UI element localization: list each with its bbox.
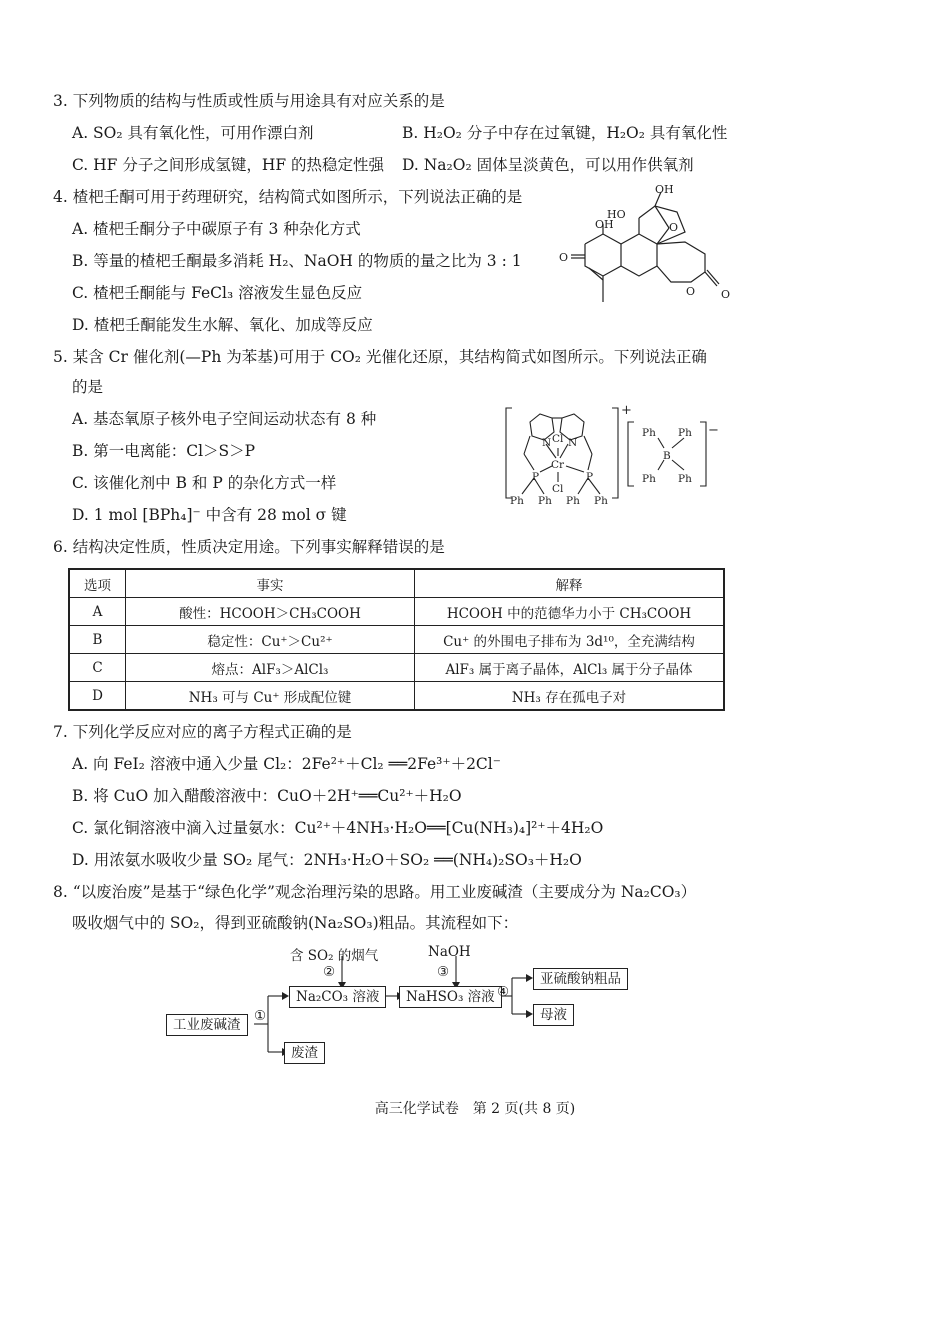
q5-label-b: B bbox=[663, 450, 671, 462]
table-cell: B bbox=[69, 626, 126, 654]
q5-option-c: C. 该催化剂中 B 和 P 的杂化方式一样 bbox=[72, 474, 337, 492]
q4-structure-figure bbox=[555, 182, 740, 327]
q5-label-p-right: P bbox=[586, 471, 594, 483]
table-row bbox=[69, 682, 724, 711]
table-cell: A bbox=[69, 598, 126, 626]
q5-label-ph-1: Ph bbox=[510, 495, 524, 507]
q8-stem-line2: 吸收烟气中的 SO₂，得到亚硫酸钠(Na₂SO₃)粗品。其流程如下： bbox=[72, 914, 519, 932]
q6-stem: 6. 结构决定性质，性质决定用途。下列事实解释错误的是 bbox=[53, 538, 445, 556]
q4-label-oh-left: OH bbox=[595, 218, 614, 231]
q3-stem: 3. 下列物质的结构与性质或性质与用途具有对应关系的是 bbox=[53, 92, 445, 110]
q5-label-n-right: N bbox=[568, 437, 578, 449]
table-cell: AlF₃ 属于离子晶体，AlCl₃ 属于分子晶体 bbox=[415, 654, 725, 682]
q8-stem-line1: 8. “以废治废”是基于“绿色化学”观念治理污染的思路。用工业废碱渣（主要成分为 Na₂CO₃） bbox=[53, 883, 697, 901]
q4-option-b: B. 等量的楂杷壬酮最多消耗 H₂、NaOH 的物质的量之比为 3 : 1 bbox=[72, 252, 522, 270]
table-cell: 稳定性：Cu⁺＞Cu²⁺ bbox=[126, 626, 415, 654]
table-cell: C bbox=[69, 654, 126, 682]
flow-box-product: 亚硫酸钠粗品 bbox=[533, 968, 628, 990]
q5-structure-labels bbox=[510, 403, 719, 507]
q4-label-oh-top: OH bbox=[655, 183, 674, 196]
q5-label-cl-top: Cl bbox=[552, 433, 564, 445]
q7-option-d: D. 用浓氨水吸收少量 SO₂ 尾气：2NH₃·H₂O＋SO₂ ══(NH₄)₂SO₃＋H₂O bbox=[72, 851, 582, 869]
q5-option-a: A. 基态氧原子核外电子空间运动状态有 8 种 bbox=[72, 410, 377, 428]
q5-option-d: D. 1 mol [BPh₄]⁻ 中含有 28 mol σ 键 bbox=[72, 506, 347, 524]
table-header: 解释 bbox=[415, 569, 725, 598]
q5-label-plus: + bbox=[621, 403, 632, 418]
flow-step4-label: ④ bbox=[497, 984, 510, 1000]
q4-label-o-ketone: O bbox=[559, 251, 569, 264]
q4-structure-labels bbox=[559, 183, 730, 301]
q4-label-ho: HO bbox=[607, 208, 626, 221]
table-cell: 熔点：AlF₃＞AlCl₃ bbox=[126, 654, 415, 682]
q5-option-b: B. 第一电离能：Cl＞S＞P bbox=[72, 442, 256, 460]
table-header: 选项 bbox=[69, 569, 126, 598]
q3-option-c: C. HF 分子之间形成氢键，HF 的热稳定性强 bbox=[72, 156, 385, 174]
flow-box-na2co3: Na₂CO₃ 溶液 bbox=[289, 986, 386, 1008]
table-cell: NH₃ 存在孤电子对 bbox=[415, 682, 725, 711]
q5-label-minus: − bbox=[708, 423, 719, 438]
table-row bbox=[69, 654, 724, 682]
q4-label-o-ether: O bbox=[669, 221, 679, 234]
q5-label-cl-bottom: Cl bbox=[552, 483, 564, 495]
q7-stem: 7. 下列化学反应对应的离子方程式正确的是 bbox=[53, 723, 352, 741]
q5-label-ph-a3: Ph bbox=[642, 473, 656, 485]
flow-box-nahso3: NaHSO₃ 溶液 bbox=[399, 986, 502, 1008]
q5-label-n-left: N bbox=[542, 437, 552, 449]
table-row bbox=[69, 598, 724, 626]
table-row bbox=[69, 626, 724, 654]
q5-label-cr: Cr bbox=[551, 459, 565, 471]
q5-label-p-left: P bbox=[532, 471, 540, 483]
table-header: 事实 bbox=[126, 569, 415, 598]
q4-option-d: D. 楂杷壬酮能发生水解、氧化、加成等反应 bbox=[72, 316, 373, 334]
q7-option-c: C. 氯化铜溶液中滴入过量氨水：Cu²⁺＋4NH₃·H₂O══[Cu(NH₃)₄]²⁺＋4H₂O bbox=[72, 819, 604, 837]
q3-option-b: B. H₂O₂ 分子中存在过氧键，H₂O₂ 具有氧化性 bbox=[402, 124, 728, 142]
q5-stem-line1: 5. 某含 Cr 催化剂(—Ph 为苯基)可用于 CO₂ 光催化还原，其结构简式如图所示。下列说法正确 bbox=[53, 348, 707, 366]
flow-naoh-label: NaOH bbox=[428, 944, 471, 960]
flow-box-waste: 废渣 bbox=[284, 1042, 325, 1064]
table-cell: 酸性：HCOOH＞CH₃COOH bbox=[126, 598, 415, 626]
q5-label-ph-a4: Ph bbox=[678, 473, 692, 485]
page-footer: 高三化学试卷 第 2 页(共 8 页) bbox=[374, 1101, 576, 1117]
q4-label-o-ring: O bbox=[686, 285, 696, 298]
q6-table bbox=[68, 568, 725, 711]
q5-label-ph-a2: Ph bbox=[678, 427, 692, 439]
table-cell: D bbox=[69, 682, 126, 711]
q4-stem: 4. 楂杷壬酮可用于药理研究，结构简式如图所示，下列说法正确的是 bbox=[53, 188, 523, 206]
q5-catalyst-structure-figure bbox=[500, 400, 730, 512]
flow-gas-label: 含 SO₂ 的烟气 bbox=[290, 948, 379, 964]
q4-label-o-carbonyl: O bbox=[721, 288, 731, 301]
q3-option-d: D. Na₂O₂ 固体呈淡黄色，可以用作供氧剂 bbox=[402, 156, 694, 174]
q5-label-ph-3: Ph bbox=[566, 495, 580, 507]
flow-step2-label: ② bbox=[323, 964, 336, 980]
q7-option-a: A. 向 FeI₂ 溶液中通入少量 Cl₂：2Fe²⁺＋Cl₂ ══2Fe³⁺＋2Cl⁻ bbox=[72, 755, 501, 773]
q5-label-ph-2: Ph bbox=[538, 495, 552, 507]
table-cell: HCOOH 中的范德华力小于 CH₃COOH bbox=[415, 598, 725, 626]
q5-label-ph-a1: Ph bbox=[642, 427, 656, 439]
flow-box-start: 工业废碱渣 bbox=[166, 1014, 248, 1036]
flow-step3-label: ③ bbox=[437, 964, 450, 980]
q5-stem-line2: 的是 bbox=[72, 378, 104, 396]
flow-step1-label: ① bbox=[254, 1008, 267, 1024]
q3-option-a: A. SO₂ 具有氧化性，可用作漂白剂 bbox=[72, 124, 314, 142]
q5-label-ph-4: Ph bbox=[594, 495, 608, 507]
table-cell: Cu⁺ 的外围电子排布为 3d¹⁰，全充满结构 bbox=[415, 626, 725, 654]
q4-option-c: C. 楂杷壬酮能与 FeCl₃ 溶液发生显色反应 bbox=[72, 284, 363, 302]
q4-option-a: A. 楂杷壬酮分子中碳原子有 3 种杂化方式 bbox=[72, 220, 361, 238]
table-header-row bbox=[69, 569, 724, 598]
table-cell: NH₃ 可与 Cu⁺ 形成配位键 bbox=[126, 682, 415, 711]
q7-option-b: B. 将 CuO 加入醋酸溶液中：CuO＋2H⁺══Cu²⁺＋H₂O bbox=[72, 787, 462, 805]
flow-box-mother-liquor: 母液 bbox=[533, 1004, 574, 1026]
